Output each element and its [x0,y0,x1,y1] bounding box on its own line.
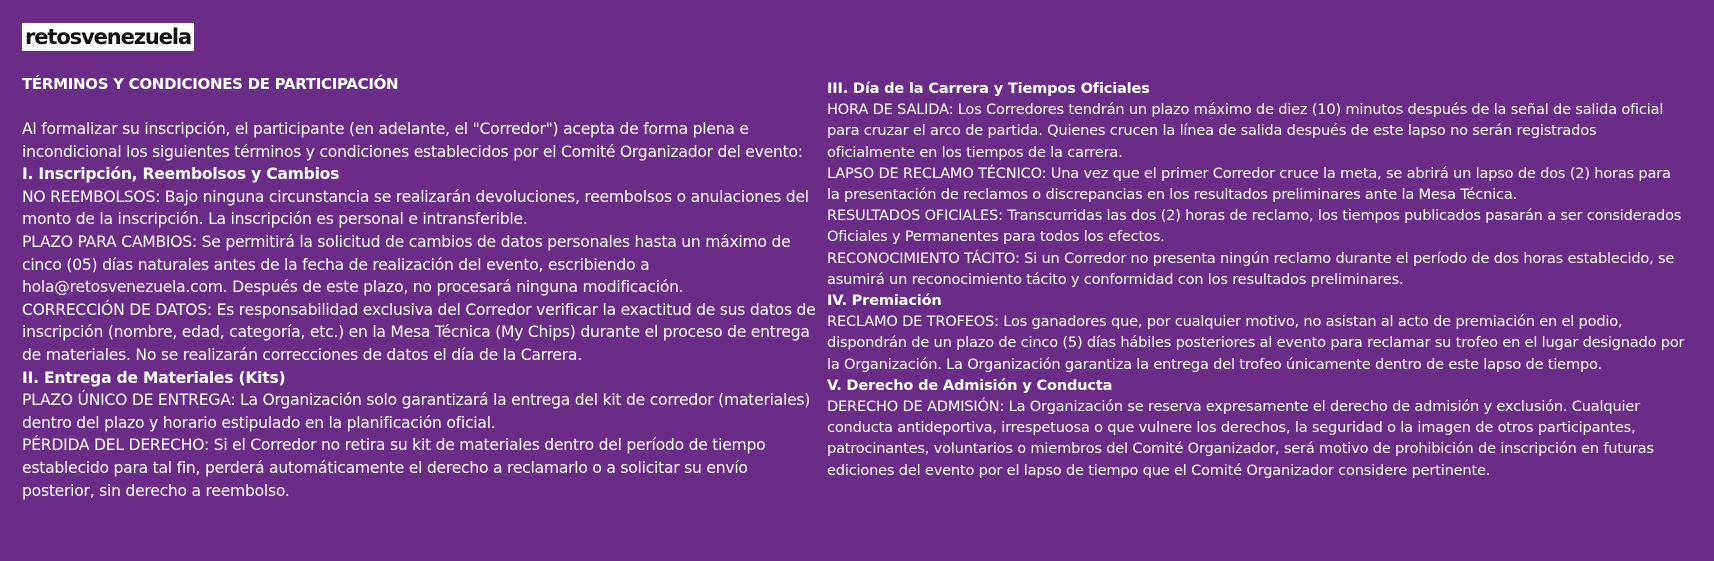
paragraph-plazo-cambios: PLAZO PARA CAMBIOS: Se permitirá la solicitud de cambios de datos personales hasta un máximo de cinco (05) días naturales antes de la fecha de realización del evento, escribiendo a hola@retosvenezuela.com. Después de este plazo, no procesará ninguna modificación. [22,232,791,297]
paragraph-reconocimiento-tacito: RECONOCIMIENTO TÁCITO: Si un Corredor no presenta ningún reclamo durante el período de dos horas establecido, se asumirá un reconocimiento tácito y conformidad con los resultados preliminares. [827,249,1675,288]
paragraph-reclamo-trofeos: RECLAMO DE TROFEOS: Los ganadores que, por cualquier motivo, no asistan al acto de premiación en el podio, dispondrán de un plazo de cinco (5) días hábiles posteriores al evento para reclamar su trofeo en el lugar designado por la Organización. La Organización garantiza la entrega del trofeo únicamente dentro de este lapso de tiempo. [827,313,1685,373]
section-heading-inscripcion: I. Inscripción, Reembolsos y Cambios [22,165,340,184]
section-heading-premiacion: IV. Premiación [827,292,942,310]
paragraph-correccion-datos: CORRECCIÓN DE DATOS: Es responsabilidad exclusiva del Corredor verificar la exactitud de sus datos de inscripción (nombre, edad, categoría, etc.) en la Mesa Técnica (My Chips) durante el proceso de entrega de materiales. No se realizarán correcciones de datos el día de la Carrera. [22,300,816,364]
paragraph-resultados-oficiales: RESULTADOS OFICIALES: Transcurridas las dos (2) horas de reclamo, los tiempos publicados pasarán a ser considerados Oficiales y Permanentes para todos los efectos. [827,207,1682,246]
section-heading-carrera: III. Día de la Carrera y Tiempos Oficiales [827,80,1150,97]
paragraph-perdida-derecho: PÉRDIDA DEL DERECHO: Si el Corredor no retira su kit de materiales dentro del período de tiempo establecido para tal fin, perderá automáticamente el derecho a reclamarlo o a solicitar su envío posterior, sin derecho a reembolso. [22,436,766,500]
section-heading-entrega: II. Entrega de Materiales (Kits) [22,368,286,387]
document-title: TÉRMINOS Y CONDICIONES DE PARTICIPACIÓN [22,75,399,93]
left-column-body [22,118,817,502]
paragraph-hora-salida: HORA DE SALIDA: Los Corredores tendrán un plazo máximo de diez (10) minutos después de la señal de salida oficial para cruzar el arco de partida. Quienes crucen la línea de salida después de este lapso no serán registrados oficialmente en los tiempos de la carrera. [827,101,1664,161]
paragraph-reclamo-tecnico: LAPSO DE RECLAMO TÉCNICO: Una vez que el primer Corredor cruce la meta, se abrirá un lapso de dos (2) horas para la presentación de reclamos o discrepancias en los resultados preliminares ante la Mesa Técnica. [827,164,1671,204]
section-heading-admision: V. Derecho de Admisión y Conducta [827,376,1113,394]
brand-logo: retosvenezuela [22,23,194,51]
paragraph-no-reembolsos: NO REEMBOLSOS: Bajo ninguna circunstancia se realizarán devoluciones, reembolsos o anulaciones del monto de la inscripción. La inscripción es personal e intransferible. [22,187,809,229]
intro-paragraph: Al formalizar su inscripción, el participante (en adelante, el "Corredor") acepta de forma plena e incondicional los siguientes términos y condiciones establecidos por el Comité Organizador del evento: [22,120,803,161]
right-column-body [827,78,1687,481]
paragraph-plazo-entrega: PLAZO ÚNICO DE ENTREGA: La Organización solo garantizará la entrega del kit de corredor (materiales) dentro del plazo y horario estipulado en la planificación oficial. [22,391,811,432]
paragraph-derecho-admision: DERECHO DE ADMISIÓN: La Organización se reserva expresamente el derecho de admisión y exclusión. Cualquier conducta antideportiva, irrespetuosa o que vulnere los derechos, la seguridad o la imagen de otros participantes, patrocinantes, voluntarios o miembros del Comité Organizador, será motivo de prohibición de inscripción en futuras ediciones del evento por el lapso de tiempo que el Comité Organizador considere pertinente. [827,398,1654,479]
